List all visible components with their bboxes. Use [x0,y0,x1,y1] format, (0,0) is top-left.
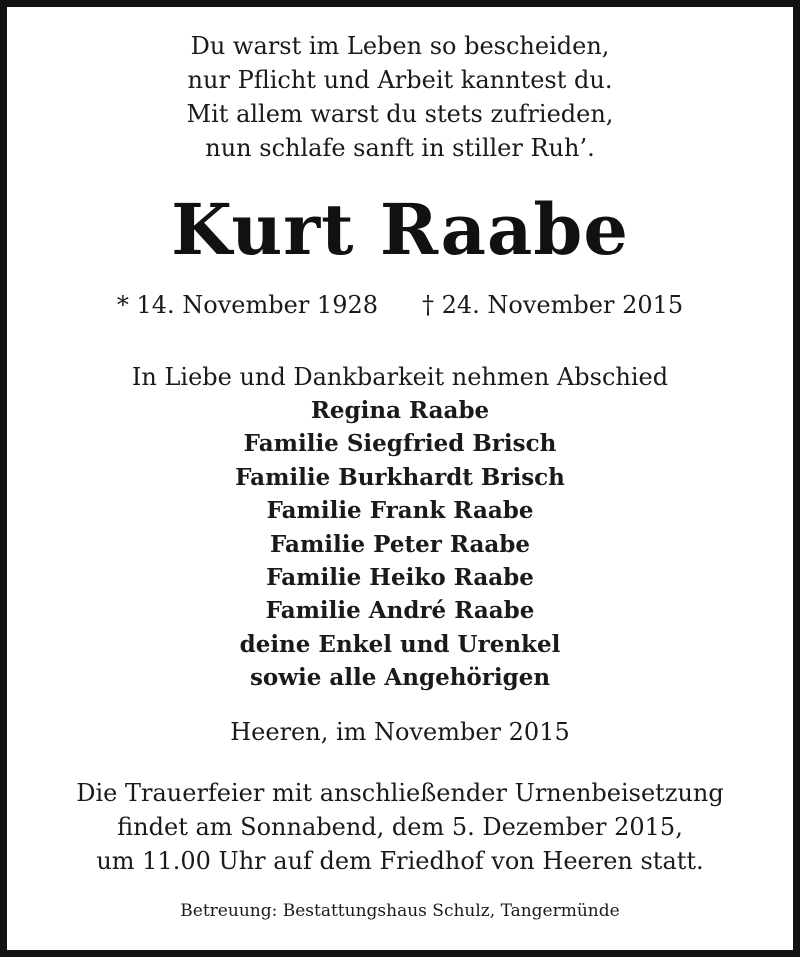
mourner: sowie alle Angehörigen [249,664,551,692]
mourner: Familie Siegfried Brisch [243,430,557,458]
obituary-notice [7,7,793,950]
mourner: Familie Frank Raabe [266,497,534,525]
mourners-list [7,394,793,695]
farewell-intro: In Liebe und Dankbarkeit nehmen Abschied [131,363,669,391]
poem-line: Mit allem warst du stets zufrieden, [186,100,614,128]
death-date: † 24. November 2015 [422,291,684,319]
place-and-date: Heeren, im November 2015 [230,718,570,746]
ceremony-line: Die Trauerfeier mit anschließender Urnenbeisetzung [76,779,724,807]
ceremony-line: findet am Sonnabend, dem 5. Dezember 2015, [117,813,683,841]
ceremony-details [7,776,793,878]
poem-line: nur Pflicht und Arbeit kanntest du. [187,66,613,94]
poem-line: nun schlafe sanft in stiller Ruh’. [205,134,595,162]
mourner: Familie Burkhardt Brisch [235,463,565,491]
mourner: Familie Peter Raabe [269,530,531,558]
mourner: Familie Heiko Raabe [266,564,534,592]
mourner: Regina Raabe [310,397,490,424]
mourner: deine Enkel und Urenkel [239,630,561,658]
birth-date: * 14. November 1928 [116,291,378,319]
deceased-name: Kurt Raabe [171,188,629,271]
poem-line: Du warst im Leben so bescheiden, [190,32,610,60]
memorial-poem [7,29,793,165]
mourner: Familie André Raabe [265,597,535,625]
undertaker-credit: Betreuung: Bestattungshaus Schulz, Tangermünde [180,901,620,921]
life-dates [7,288,793,322]
ceremony-line: um 11.00 Uhr auf dem Friedhof von Heeren statt. [96,847,704,875]
